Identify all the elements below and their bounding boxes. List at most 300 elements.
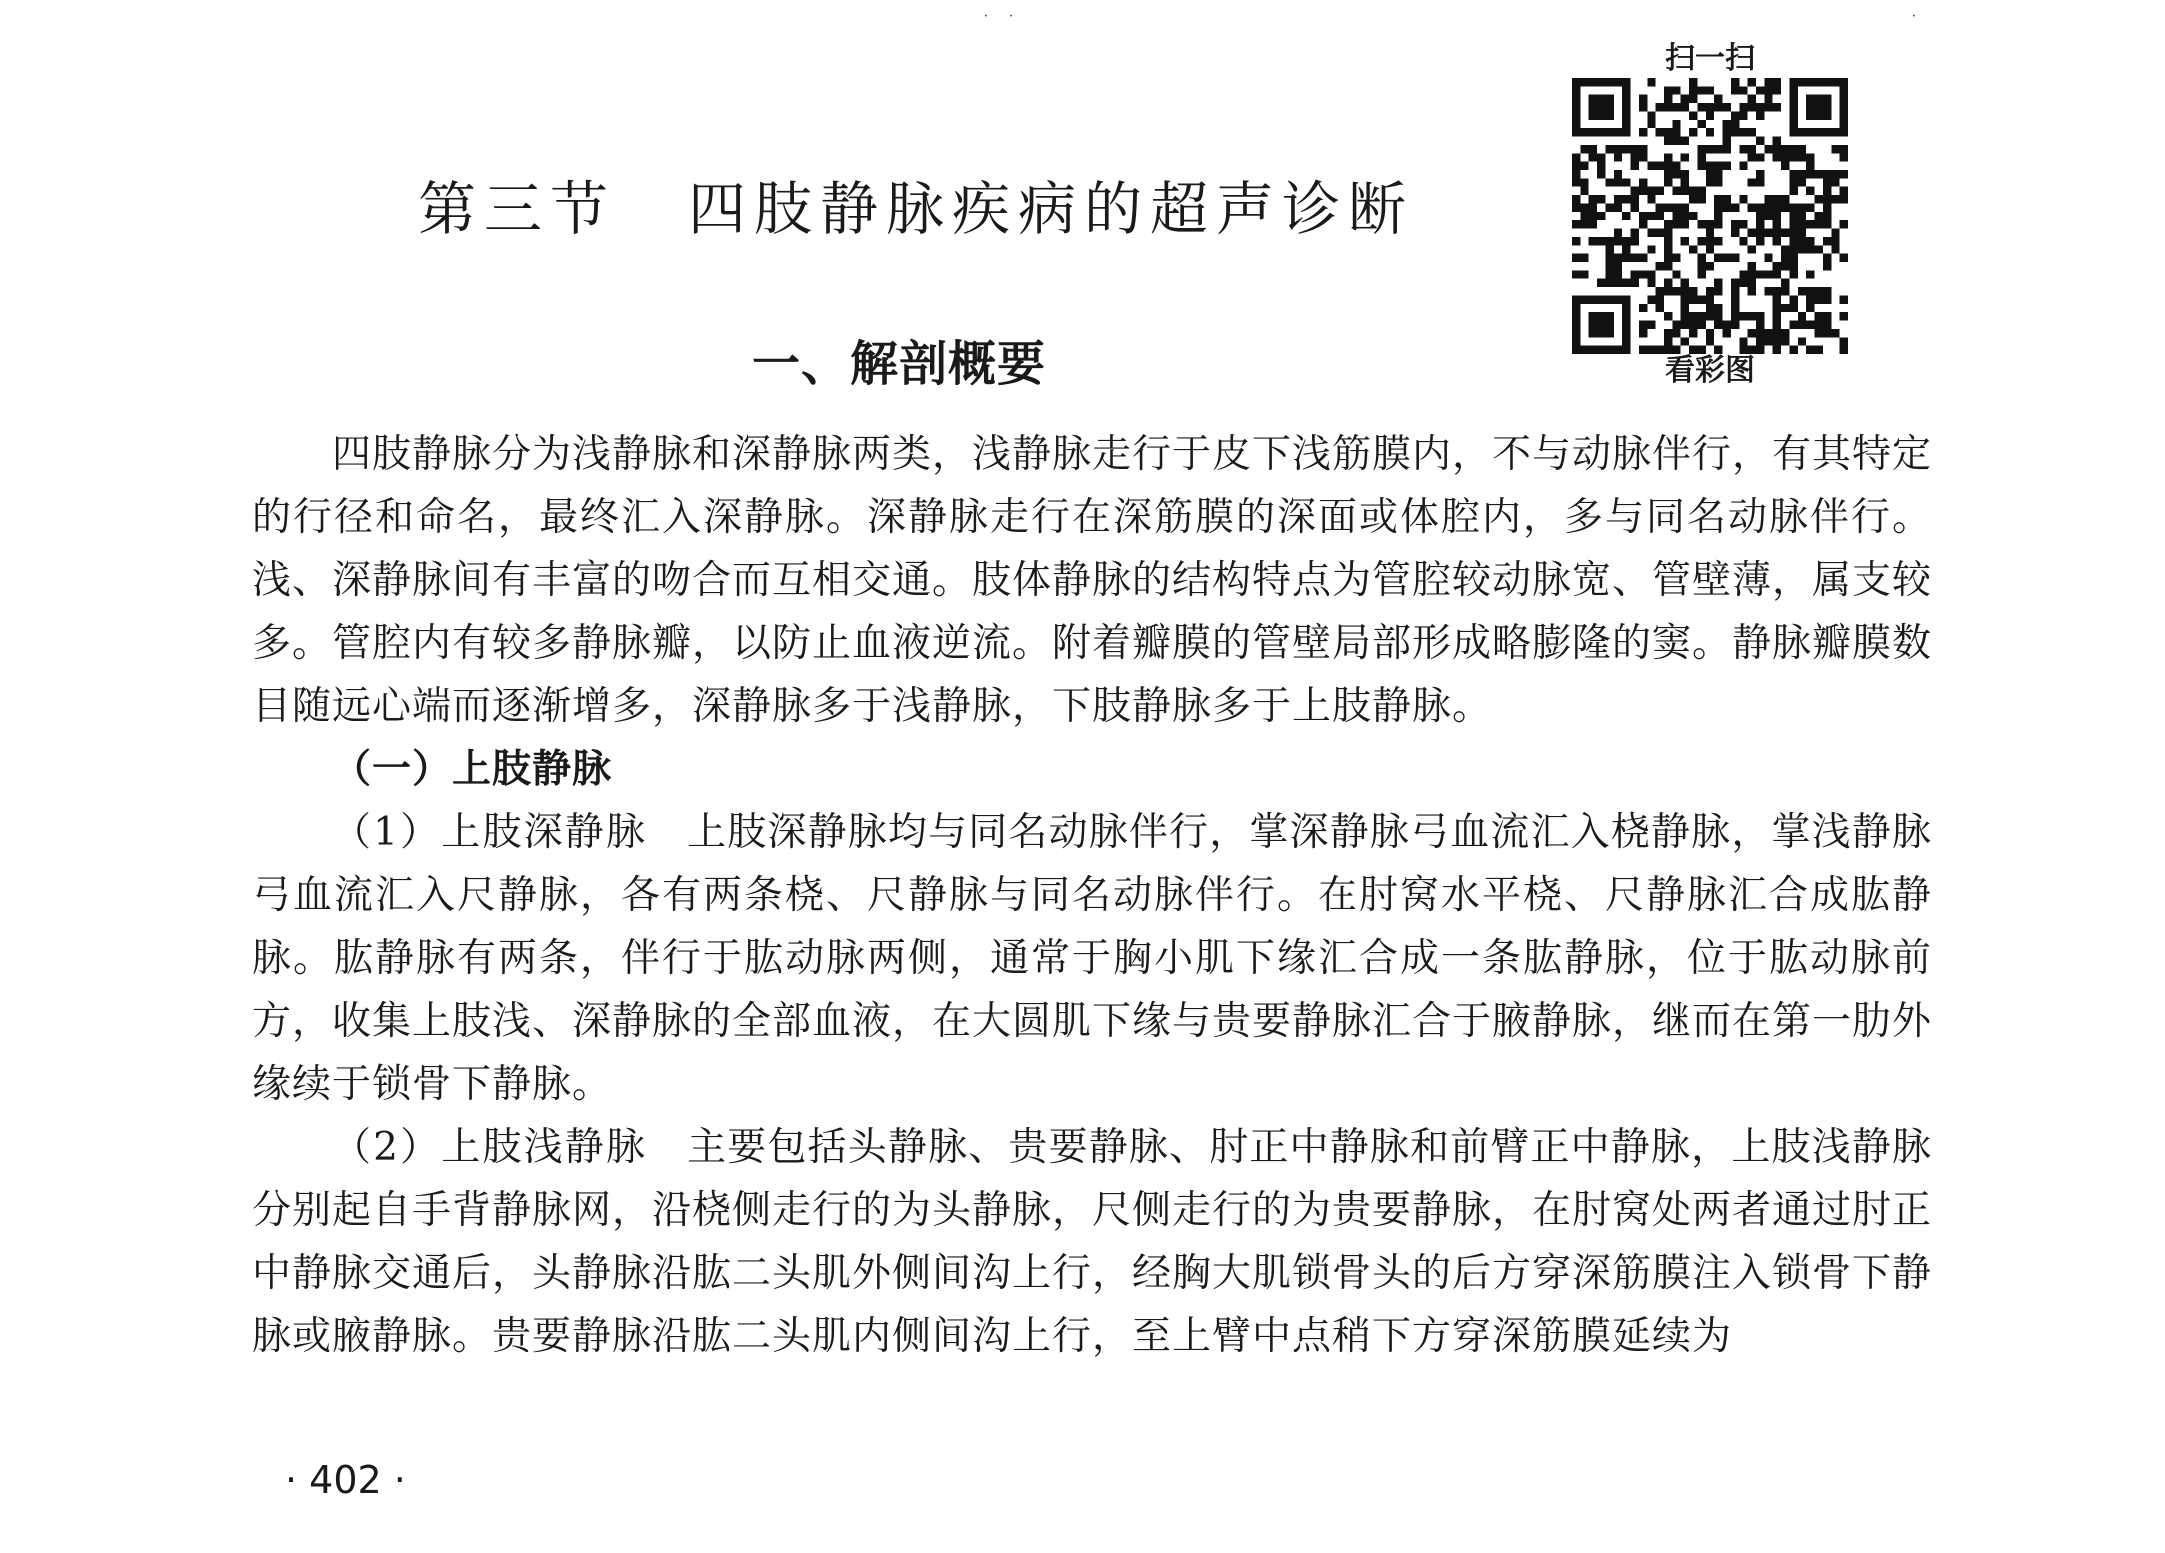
- qr-module: [1764, 337, 1772, 345]
- qr-module: [1789, 220, 1797, 228]
- qr-module: [1639, 128, 1647, 136]
- qr-module: [1815, 329, 1823, 337]
- qr-module: [1589, 203, 1597, 211]
- qr-module: [1789, 245, 1797, 253]
- qr-module: [1748, 153, 1756, 161]
- qr-module: [1815, 346, 1823, 354]
- qr-module: [1656, 203, 1664, 211]
- qr-module: [1789, 270, 1797, 278]
- qr-module: [1697, 254, 1705, 262]
- qr-module: [1681, 203, 1689, 211]
- qr-module: [1664, 287, 1672, 295]
- qr-module: [1714, 162, 1722, 170]
- qr-module: [1823, 178, 1831, 186]
- qr-module: [1672, 287, 1680, 295]
- qr-module: [1689, 78, 1697, 86]
- qr-module: [1840, 145, 1848, 153]
- qr-module: [1739, 111, 1747, 119]
- qr-module: [1689, 212, 1697, 220]
- qr-module: [1739, 237, 1747, 245]
- qr-caption-view-color: 看彩图: [1665, 353, 1755, 388]
- qr-module: [1605, 203, 1613, 211]
- qr-module: [1798, 321, 1806, 329]
- qr-module: [1589, 237, 1597, 245]
- section-title: [418, 162, 1414, 246]
- qr-module: [1806, 304, 1814, 312]
- qr-module: [1656, 262, 1664, 270]
- qr-module: [1714, 203, 1722, 211]
- qr-module: [1672, 86, 1680, 94]
- qr-module: [1697, 321, 1705, 329]
- qr-module: [1647, 187, 1655, 195]
- qr-module: [1714, 279, 1722, 287]
- qr-module: [1748, 229, 1756, 237]
- qr-module: [1681, 137, 1689, 145]
- qr-module: [1580, 220, 1588, 228]
- qr-module: [1789, 254, 1797, 262]
- qr-module: [1748, 128, 1756, 136]
- qr-module: [1689, 95, 1697, 103]
- qr-module: [1789, 145, 1797, 153]
- qr-module: [1681, 153, 1689, 161]
- qr-module: [1664, 170, 1672, 178]
- qr-module: [1798, 170, 1806, 178]
- qr-module: [1723, 321, 1731, 329]
- qr-module: [1639, 187, 1647, 195]
- qr-module: [1789, 262, 1797, 270]
- qr-module: [1781, 262, 1789, 270]
- qr-module: [1580, 270, 1588, 278]
- qr-module: [1798, 212, 1806, 220]
- qr-module: [1764, 229, 1772, 237]
- qr-module: [1815, 312, 1823, 320]
- qr-module: [1723, 329, 1731, 337]
- qr-module: [1672, 170, 1680, 178]
- qr-module: [1580, 187, 1588, 195]
- qr-module: [1840, 337, 1848, 345]
- qr-module: [1748, 178, 1756, 186]
- scan-artifact: ˙: [1910, 12, 1918, 31]
- qr-module: [1739, 337, 1747, 345]
- qr-module: [1789, 187, 1797, 195]
- qr-module: [1697, 220, 1705, 228]
- qr-module: [1689, 86, 1697, 94]
- qr-module: [1789, 304, 1797, 312]
- qr-module: [1781, 337, 1789, 345]
- qr-module: [1823, 187, 1831, 195]
- qr-module: [1731, 78, 1739, 86]
- qr-module: [1681, 279, 1689, 287]
- subsection-heading: （一）上肢静脉: [332, 747, 613, 792]
- qr-module: [1823, 212, 1831, 220]
- qr-module: [1714, 212, 1722, 220]
- qr-module: [1773, 203, 1781, 211]
- qr-module: [1647, 195, 1655, 203]
- qr-module: [1723, 103, 1731, 111]
- qr-module: [1723, 162, 1731, 170]
- qr-module: [1572, 254, 1580, 262]
- qr-module: [1639, 95, 1647, 103]
- qr-module: [1764, 195, 1772, 203]
- qr-module: [1731, 312, 1739, 320]
- qr-module: [1756, 220, 1764, 228]
- qr-module: [1823, 220, 1831, 228]
- qr-module: [1789, 203, 1797, 211]
- qr-module: [1689, 187, 1697, 195]
- qr-module: [1815, 220, 1823, 228]
- qr-module: [1731, 203, 1739, 211]
- qr-module: [1597, 212, 1605, 220]
- qr-module: [1572, 153, 1580, 161]
- qr-module: [1781, 329, 1789, 337]
- qr-module: [1706, 103, 1714, 111]
- qr-module: [1706, 287, 1714, 295]
- qr-module: [1664, 103, 1672, 111]
- qr-module: [1714, 178, 1722, 186]
- qr-module: [1731, 120, 1739, 128]
- qr-module: [1681, 312, 1689, 320]
- qr-module: [1739, 279, 1747, 287]
- qr-module: [1672, 321, 1680, 329]
- qr-module: [1781, 245, 1789, 253]
- qr-module: [1789, 237, 1797, 245]
- qr-module: [1664, 203, 1672, 211]
- qr-module: [1840, 346, 1848, 354]
- qr-module: [1798, 203, 1806, 211]
- qr-module: [1781, 254, 1789, 262]
- qr-module: [1840, 187, 1848, 195]
- qr-module: [1756, 237, 1764, 245]
- qr-module: [1672, 162, 1680, 170]
- qr-module: [1681, 321, 1689, 329]
- qr-module: [1664, 229, 1672, 237]
- qr-module: [1756, 111, 1764, 119]
- qr-module: [1789, 178, 1797, 186]
- qr-module: [1681, 295, 1689, 303]
- qr-module: [1723, 128, 1731, 136]
- page-number: · 402 ·: [285, 1458, 406, 1502]
- qr-module: [1614, 153, 1622, 161]
- qr-module: [1647, 245, 1655, 253]
- qr-module: [1823, 254, 1831, 262]
- section-title-text: 四肢静脉疾病的超声诊断: [688, 175, 1415, 243]
- qr-module: [1664, 178, 1672, 186]
- qr-module: [1572, 220, 1580, 228]
- qr-module: [1714, 287, 1722, 295]
- qr-code-icon[interactable]: [1572, 78, 1848, 354]
- qr-module: [1681, 337, 1689, 345]
- qr-module: [1672, 220, 1680, 228]
- qr-module: [1773, 220, 1781, 228]
- qr-module: [1614, 279, 1622, 287]
- qr-module: [1806, 203, 1814, 211]
- qr-module: [1773, 78, 1781, 86]
- qr-module: [1697, 153, 1705, 161]
- qr-module: [1647, 212, 1655, 220]
- qr-module: [1773, 262, 1781, 270]
- qr-module: [1647, 111, 1655, 119]
- qr-module: [1831, 145, 1839, 153]
- qr-module: [1815, 170, 1823, 178]
- qr-module: [1689, 128, 1697, 136]
- qr-module: [1631, 254, 1639, 262]
- qr-module: [1639, 270, 1647, 278]
- qr-module: [1605, 145, 1613, 153]
- qr-module: [1605, 270, 1613, 278]
- qr-module: [1756, 329, 1764, 337]
- qr-module: [1756, 203, 1764, 211]
- qr-module: [1823, 195, 1831, 203]
- qr-module: [1739, 270, 1747, 278]
- qr-module: [1748, 103, 1756, 111]
- qr-module: [1664, 329, 1672, 337]
- qr-module: [1597, 153, 1605, 161]
- qr-module: [1840, 153, 1848, 161]
- qr-module: [1589, 212, 1597, 220]
- qr-module: [1647, 162, 1655, 170]
- qr-module: [1622, 145, 1630, 153]
- qr-module: [1731, 304, 1739, 312]
- qr-module: [1689, 295, 1697, 303]
- qr-module: [1706, 170, 1714, 178]
- qr-module: [1706, 304, 1714, 312]
- qr-module: [1789, 153, 1797, 161]
- qr-module: [1806, 295, 1814, 303]
- qr-module: [1614, 203, 1622, 211]
- qr-module: [1823, 287, 1831, 295]
- qr-module: [1706, 220, 1714, 228]
- qr-module: [1773, 153, 1781, 161]
- qr-module: [1639, 153, 1647, 161]
- qr-module: [1631, 203, 1639, 211]
- qr-module: [1614, 262, 1622, 270]
- qr-module: [1605, 237, 1613, 245]
- qr-module: [1647, 270, 1655, 278]
- qr-module: [1739, 220, 1747, 228]
- qr-module: [1764, 86, 1772, 94]
- qr-module: [1681, 103, 1689, 111]
- qr-module: [1639, 178, 1647, 186]
- qr-module: [1748, 78, 1756, 86]
- qr-module: [1764, 270, 1772, 278]
- qr-module: [1773, 287, 1781, 295]
- qr-module: [1589, 145, 1597, 153]
- qr-module: [1823, 312, 1831, 320]
- qr-module: [1622, 237, 1630, 245]
- item-text: 主要包括头静脉、贵要静脉、肘正中静脉和前臂正中静脉，上肢浅静脉分别起自手背静脉网，沿桡侧走行的为头静脉，尺侧走行的为贵要静脉，在肘窝处两者通过肘正中静脉交通后，头静脉沿肱二头肌外侧间沟上行，经胸大肌锁骨头的后方穿深筋膜注入锁骨下静脉或腋静脉。贵要静脉沿肱二头肌内侧间沟上行，至上臂中点稍下方穿深筋膜延续为: [252, 1125, 1933, 1359]
- qr-module: [1781, 287, 1789, 295]
- qr-module: [1689, 287, 1697, 295]
- qr-module: [1631, 279, 1639, 287]
- qr-module: [1647, 321, 1655, 329]
- qr-module: [1697, 237, 1705, 245]
- qr-module: [1756, 312, 1764, 320]
- qr-module: [1614, 178, 1622, 186]
- qr-module: [1639, 321, 1647, 329]
- qr-module: [1672, 212, 1680, 220]
- qr-module: [1798, 337, 1806, 345]
- qr-module: [1631, 145, 1639, 153]
- qr-module: [1689, 245, 1697, 253]
- qr-module: [1656, 295, 1664, 303]
- qr-module: [1806, 162, 1814, 170]
- qr-module: [1789, 346, 1797, 354]
- qr-module: [1589, 220, 1597, 228]
- qr-module: [1789, 212, 1797, 220]
- qr-module: [1580, 203, 1588, 211]
- qr-module: [1639, 103, 1647, 111]
- qr-module: [1614, 237, 1622, 245]
- qr-module: [1739, 312, 1747, 320]
- qr-module: [1756, 229, 1764, 237]
- qr-module: [1714, 237, 1722, 245]
- qr-module: [1714, 220, 1722, 228]
- qr-module: [1781, 279, 1789, 287]
- qr-module: [1798, 153, 1806, 161]
- qr-module: [1647, 295, 1655, 303]
- qr-module: [1756, 153, 1764, 161]
- qr-module: [1840, 170, 1848, 178]
- qr-module: [1639, 304, 1647, 312]
- qr-module: [1706, 162, 1714, 170]
- qr-module: [1723, 120, 1731, 128]
- qr-module: [1764, 145, 1772, 153]
- qr-module: [1656, 187, 1664, 195]
- qr-module: [1731, 229, 1739, 237]
- qr-module: [1605, 254, 1613, 262]
- qr-module: [1748, 145, 1756, 153]
- qr-module: [1714, 321, 1722, 329]
- qr-module: [1597, 162, 1605, 170]
- qr-module: [1748, 312, 1756, 320]
- qr-module: [1731, 287, 1739, 295]
- qr-module: [1706, 111, 1714, 119]
- qr-module: [1706, 178, 1714, 186]
- qr-module: [1639, 329, 1647, 337]
- qr-module: [1639, 220, 1647, 228]
- qr-module: [1689, 321, 1697, 329]
- qr-module: [1672, 137, 1680, 145]
- qr-module: [1572, 162, 1580, 170]
- qr-module: [1614, 270, 1622, 278]
- qr-module: [1639, 212, 1647, 220]
- qr-module: [1773, 137, 1781, 145]
- qr-module: [1773, 86, 1781, 94]
- qr-module: [1840, 312, 1848, 320]
- subheading-anatomy: 一、解剖概要: [752, 336, 1047, 392]
- qr-module: [1806, 187, 1814, 195]
- qr-module: [1764, 95, 1772, 103]
- qr-module: [1706, 337, 1714, 345]
- qr-module: [1664, 162, 1672, 170]
- qr-module: [1731, 295, 1739, 303]
- qr-module: [1815, 195, 1823, 203]
- qr-module: [1831, 237, 1839, 245]
- qr-module: [1781, 145, 1789, 153]
- qr-module: [1739, 86, 1747, 94]
- qr-module: [1739, 162, 1747, 170]
- qr-module: [1781, 195, 1789, 203]
- qr-module: [1773, 337, 1781, 345]
- qr-module: [1781, 229, 1789, 237]
- qr-module: [1723, 145, 1731, 153]
- qr-module: [1731, 220, 1739, 228]
- qr-module: [1806, 245, 1814, 253]
- qr-module: [1781, 203, 1789, 211]
- qr-module: [1664, 279, 1672, 287]
- qr-module: [1781, 153, 1789, 161]
- qr-module: [1773, 321, 1781, 329]
- qr-module: [1672, 329, 1680, 337]
- qr-module: [1723, 254, 1731, 262]
- qr-module: [1773, 212, 1781, 220]
- qr-module: [1789, 295, 1797, 303]
- qr-module: [1706, 245, 1714, 253]
- qr-module: [1773, 229, 1781, 237]
- qr-module: [1764, 287, 1772, 295]
- qr-module: [1831, 229, 1839, 237]
- qr-module: [1614, 170, 1622, 178]
- qr-module: [1798, 220, 1806, 228]
- qr-module: [1731, 321, 1739, 329]
- qr-module: [1589, 153, 1597, 161]
- qr-module: [1664, 312, 1672, 320]
- qr-module: [1622, 254, 1630, 262]
- qr-caption-scan: 扫一扫: [1665, 41, 1755, 76]
- qr-module: [1773, 304, 1781, 312]
- qr-module: [1706, 145, 1714, 153]
- qr-module: [1756, 270, 1764, 278]
- qr-module: [1706, 312, 1714, 320]
- qr-module: [1664, 86, 1672, 94]
- qr-module: [1697, 120, 1705, 128]
- qr-module: [1647, 229, 1655, 237]
- qr-module: [1806, 220, 1814, 228]
- qr-module: [1764, 212, 1772, 220]
- qr-module: [1681, 178, 1689, 186]
- qr-module: [1764, 103, 1772, 111]
- qr-module: [1664, 254, 1672, 262]
- qr-module: [1681, 95, 1689, 103]
- section-number: 第三节: [418, 175, 617, 243]
- qr-module: [1614, 195, 1622, 203]
- qr-module: [1672, 203, 1680, 211]
- qr-module: [1639, 346, 1647, 354]
- qr-module: [1789, 229, 1797, 237]
- qr-module: [1681, 287, 1689, 295]
- qr-module: [1672, 254, 1680, 262]
- qr-module: [1840, 220, 1848, 228]
- qr-module: [1731, 279, 1739, 287]
- qr-module: [1572, 170, 1580, 178]
- qr-module: [1631, 162, 1639, 170]
- qr-module: [1714, 312, 1722, 320]
- qr-module: [1748, 95, 1756, 103]
- qr-module: [1664, 245, 1672, 253]
- qr-module: [1681, 170, 1689, 178]
- qr-module: [1798, 237, 1806, 245]
- qr-module: [1815, 212, 1823, 220]
- qr-module: [1773, 195, 1781, 203]
- qr-module: [1656, 304, 1664, 312]
- qr-module: [1672, 270, 1680, 278]
- qr-module: [1823, 295, 1831, 303]
- qr-module: [1664, 337, 1672, 345]
- qr-module: [1706, 229, 1714, 237]
- qr-module: [1706, 329, 1714, 337]
- qr-module: [1806, 270, 1814, 278]
- qr-module: [1823, 329, 1831, 337]
